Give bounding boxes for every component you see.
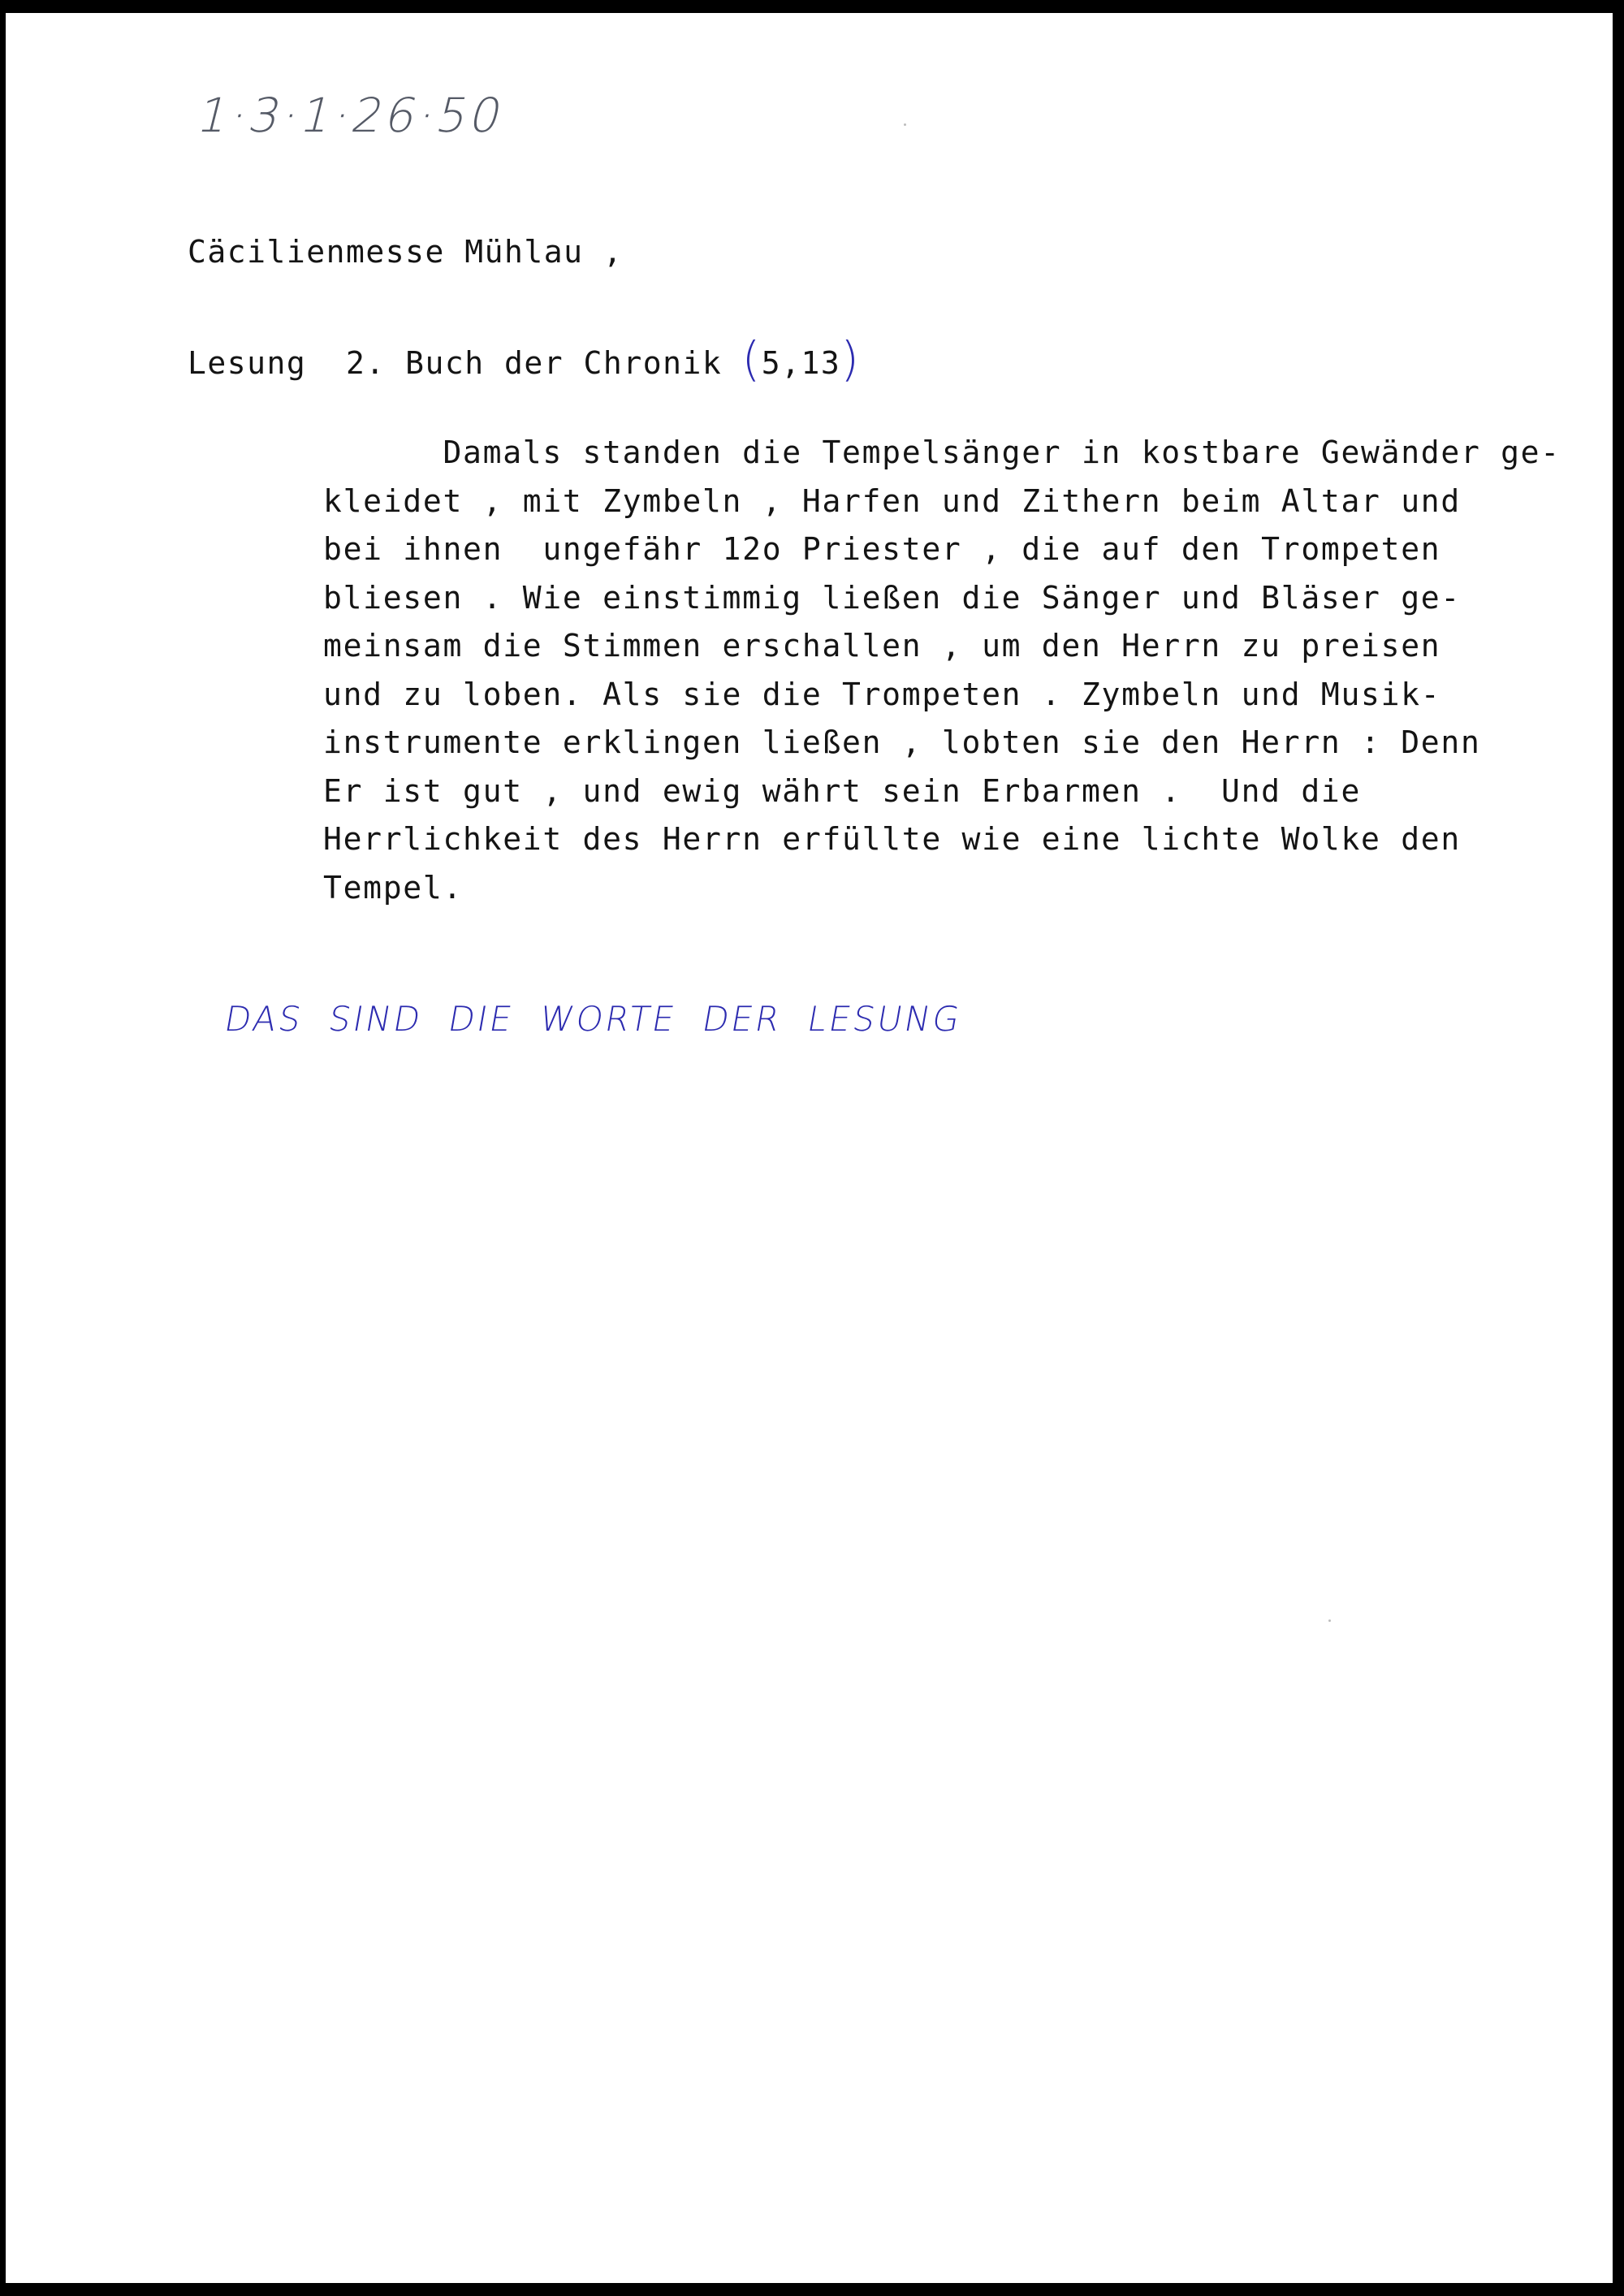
handwritten-close-paren: ) (840, 331, 861, 387)
body-line: und zu loben. Als sie die Trompeten . Zymbeln und Musik- (323, 676, 1441, 712)
body-line: bliesen . Wie einstimmig ließen die Sänger und Bläser ge- (323, 579, 1461, 616)
document-page (6, 13, 1613, 2283)
document-heading: Cäcilienmesse Mühlau , (188, 234, 624, 270)
body-line: instrumente erklingen ließen , lobten sie den Herrn : Denn (323, 724, 1481, 760)
body-line: Damals standen die Tempelsänger in kostbare Gewänder ge- (323, 435, 1561, 470)
reading-verse: 5,13 (761, 345, 841, 381)
handwritten-closing-note: DAS SIND DIE WORTE DER LESUNG (221, 999, 965, 1039)
reading-label: Lesung 2. Buch der Chronik (188, 345, 742, 381)
body-line: kleidet , mit Zymbeln , Harfen und Zithern beim Altar und (323, 482, 1461, 519)
body-line: Herrlichkeit des Herrn erfüllte wie eine lichte Wolke den (323, 821, 1461, 857)
reading-reference-line (188, 331, 860, 387)
body-line: Er ist gut , und ewig währt sein Erbarmen . Und die (323, 772, 1362, 809)
handwritten-archive-number: 1·3·1·26·50 (192, 88, 512, 143)
body-line: Tempel. (323, 869, 464, 906)
handwritten-open-paren: ( (741, 331, 762, 387)
body-line: bei ihnen ungefähr 12o Priester , die auf den Trompeten (323, 531, 1441, 567)
reading-body (323, 429, 1561, 912)
paper-speck (904, 123, 906, 126)
paper-speck (1328, 1619, 1331, 1622)
body-line: meinsam die Stimmen erschallen , um den Herrn zu preisen (323, 628, 1441, 664)
